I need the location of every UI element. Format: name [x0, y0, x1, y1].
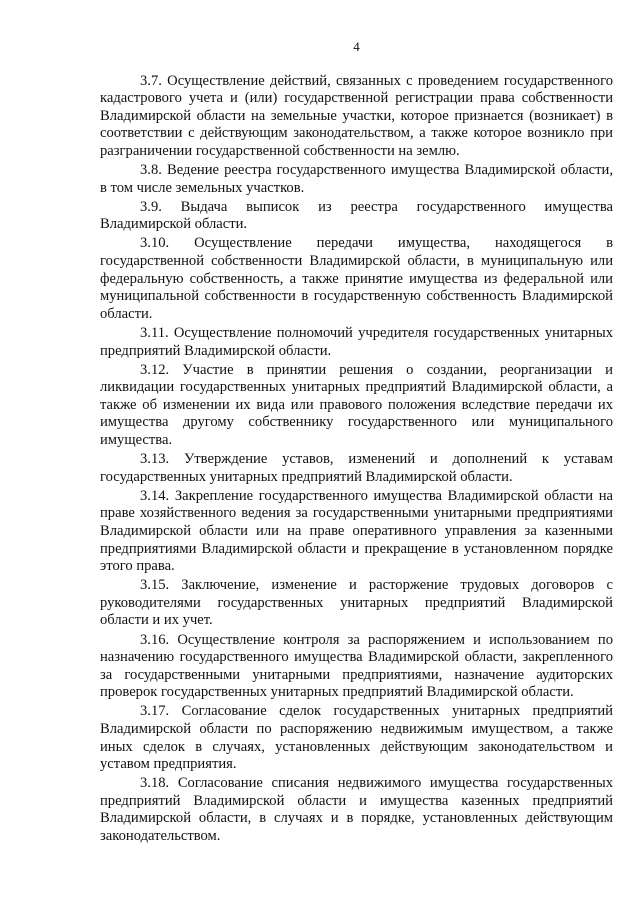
paragraph-3-15: 3.15. Заключение, изменение и расторжение трудовых договоров с руководителями государственных унитарных предприятий Владимирской области и их учет. [100, 577, 613, 629]
page-number: 4 [353, 39, 360, 54]
paragraph-3-18: 3.18. Согласование списания недвижимого имущества государственных предприятий Владимирской области и имущества казенных предприятий Владимирской области, в случаях и в порядке, установленных действующим законодательством. [100, 775, 613, 845]
paragraph-3-17: 3.17. Согласование сделок государственных унитарных предприятий Владимирской области по распоряжению недвижимым имуществом, а также иных сделок в случаях, установленных действующим законодательством и уставом предприятия. [100, 703, 613, 773]
paragraph-list [100, 73, 613, 846]
paragraph-3-10: 3.10. Осуществление передачи имущества, находящегося в государственной собственности Владимирской области, в муниципальную или федеральную собственность, а также принятие имущества из федеральной или муниципальной собственности в государственную собственность Владимирской области. [100, 235, 613, 322]
paragraph-3-8: 3.8. Ведение реестра государственного имущества Владимирской области, в том числе земельных участков. [100, 162, 613, 196]
paragraph-3-13: 3.13. Утверждение уставов, изменений и дополнений к уставам государственных унитарных предприятий Владимирской области. [100, 451, 613, 485]
paragraph-3-16: 3.16. Осуществление контроля за распоряжением и использованием по назначению государственного имущества Владимирской области, закрепленного за государственными унитарными предприятиями, назначение аудиторских проверок государственных унитарных предприятий Владимирской области. [100, 631, 613, 701]
paragraph-3-14: 3.14. Закрепление государственного имущества Владимирской области на праве хозяйственного ведения за государственными унитарными предприятиями Владимирской области или на праве оперативного управления за казенными предприятиями Владимирской области и прекращение в установленном порядке этого права. [100, 487, 613, 575]
paragraph-3-11: 3.11. Осуществление полномочий учредителя государственных унитарных предприятий Владимирской области. [100, 324, 613, 359]
paragraph-3-7: 3.7. Осуществление действий, связанных с проведением государственного кадастрового учета и (или) государственной регистрации права собственности Владимирской области на земельные участки, которое признается (возникает) в соответствии с действующим законодательством, а также которое возникло при разграничении государственной собственности на землю. [100, 72, 613, 159]
paragraph-3-9: 3.9. Выдача выписок из реестра государственного имущества Владимирской области. [100, 198, 613, 233]
paragraph-3-12: 3.12. Участие в принятии решения о создании, реорганизации и ликвидации государственных унитарных предприятий Владимирской области, а также об изменении их вида или правового положения вследствие передачи их имущества другому собственнику государственного или муниципального имущества. [100, 361, 613, 448]
